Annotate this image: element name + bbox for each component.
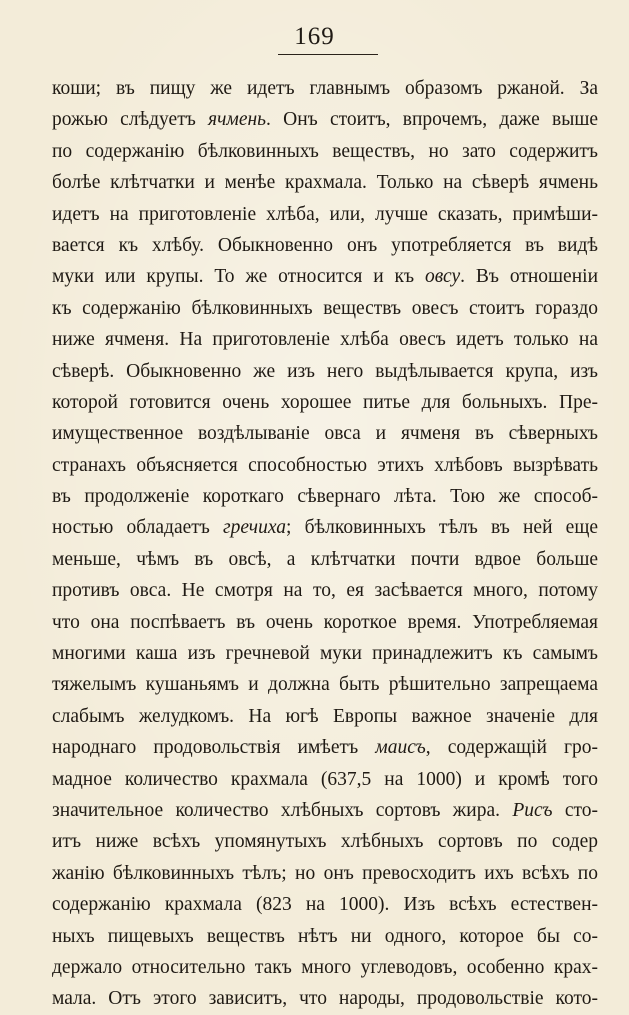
text-run: ностью обладаетъ — [52, 517, 224, 539]
text-run: . Въ отношеніи — [460, 266, 598, 288]
text-run: идетъ на приготовленіе хлѣба, или, лучше сказать, примѣши- — [52, 203, 598, 225]
text-line — [52, 230, 598, 261]
text-line — [52, 418, 598, 449]
text-run: . Онъ стоитъ, впрочемъ, даже выше — [266, 109, 598, 131]
text-line — [52, 481, 598, 512]
text-line — [52, 356, 598, 387]
text-run: что она поспѣваетъ въ очень короткое время. Употребляемая — [52, 611, 598, 633]
text-line — [52, 261, 598, 292]
text-run: значительное количество хлѣбныхъ сортовъ жира. — [52, 799, 513, 821]
text-line — [52, 826, 598, 857]
text-run: народнаго продовольствія имѣетъ — [52, 737, 376, 759]
text-line — [52, 732, 598, 763]
text-line — [52, 858, 598, 889]
text-run: жанію бѣлковинныхъ тѣлъ; но онъ превосходитъ ихъ всѣхъ по — [52, 862, 598, 884]
text-line — [52, 324, 598, 355]
text-run: держало относительно такъ много углеводовъ, особенно крах- — [52, 956, 598, 978]
text-run: ныхъ пищевыхъ веществъ нѣтъ ни одного, которое бы со- — [52, 925, 598, 947]
body-text — [52, 73, 598, 1015]
text-run: имущественное воздѣлываніе овса и ячменя въ сѣверныхъ — [52, 423, 598, 445]
text-run: меньше, чѣмъ въ овсѣ, а клѣтчатки почти вдвое больше — [52, 548, 598, 570]
text-line — [52, 952, 598, 983]
text-run: по содержанію бѣлковинныхъ веществъ, но зато содержитъ — [52, 140, 598, 162]
text-run: сто- — [552, 799, 598, 821]
text-line — [52, 889, 598, 920]
text-run: ; бѣлковинныхъ тѣлъ въ ней еще — [286, 517, 598, 539]
text-line — [52, 387, 598, 418]
text-line — [52, 199, 598, 230]
text-run: тяжелымъ кушаньямъ и должна быть рѣшительно запрещаема — [52, 674, 598, 696]
page-number: 169 — [294, 23, 335, 50]
text-line — [52, 607, 598, 638]
text-line — [52, 921, 598, 952]
text-run: многими каша изъ гречневой муки принадлежитъ къ самымъ — [52, 643, 598, 665]
text-line — [52, 450, 598, 481]
text-run: болѣе клѣтчатки и менѣе крахмала. Только на сѣверѣ ячмень — [52, 172, 598, 194]
text-line — [52, 983, 598, 1014]
text-run: вается къ хлѣбу. Обыкновенно онъ употребляется въ видѣ — [52, 234, 598, 256]
text-run: въ продолженіе короткаго сѣвернаго лѣта. Тою же способ- — [52, 486, 598, 508]
italic-term: Рисъ — [512, 799, 553, 821]
text-run: сѣверѣ. Обыкновенно же изъ него выдѣлывается крупа, изъ — [52, 360, 598, 382]
text-run: , содержащій гро- — [425, 737, 598, 759]
text-run: мала. Отъ этого зависитъ, что народы, продовольствіе кото- — [52, 988, 598, 1010]
text-line — [52, 701, 598, 732]
text-run: странахъ объясняется способностью этихъ хлѣбовъ вызрѣвать — [52, 454, 598, 476]
text-line — [52, 167, 598, 198]
text-run: коши; въ пищу же идетъ главнымъ образомъ ржаной. За — [52, 78, 598, 99]
text-line — [52, 104, 598, 135]
italic-term: гречиха — [223, 517, 287, 539]
header-rule — [278, 54, 378, 55]
text-line — [52, 638, 598, 669]
italic-term: овсу — [424, 266, 461, 288]
text-line — [52, 293, 598, 324]
text-run: муки или крупы. То же относится и къ — [52, 266, 425, 288]
text-line — [52, 795, 598, 826]
text-line — [52, 136, 598, 167]
text-run: ниже ячменя. На приготовленіе хлѣба овесъ идетъ только на — [52, 329, 598, 351]
italic-term: маисъ — [375, 737, 426, 759]
text-line — [52, 544, 598, 575]
text-line — [52, 669, 598, 700]
text-run: рожью слѣдуетъ — [52, 109, 209, 131]
text-run: мадное количество крахмала (637,5 на 1000) и кромѣ того — [52, 768, 598, 790]
text-line — [52, 764, 598, 795]
text-line — [52, 512, 598, 543]
text-run: противъ овса. Не смотря на то, ея засѣвается много, потому — [52, 580, 598, 602]
italic-term: ячмень — [208, 109, 267, 131]
text-line — [52, 575, 598, 606]
text-run: слабымъ желудкомъ. На югѣ Европы важное значеніе для — [52, 705, 598, 727]
text-run: къ содержанію бѣлковинныхъ веществъ овесъ стоитъ гораздо — [52, 297, 598, 319]
text-run: содержанію крахмала (823 на 1000). Изъ всѣхъ естествен- — [52, 894, 598, 916]
text-run: которой готовится очень хорошее питье для больныхъ. Пре- — [52, 391, 598, 413]
text-line — [52, 73, 598, 104]
text-run: итъ ниже всѣхъ упомянутыхъ хлѣбныхъ сортовъ по содер — [52, 831, 598, 853]
